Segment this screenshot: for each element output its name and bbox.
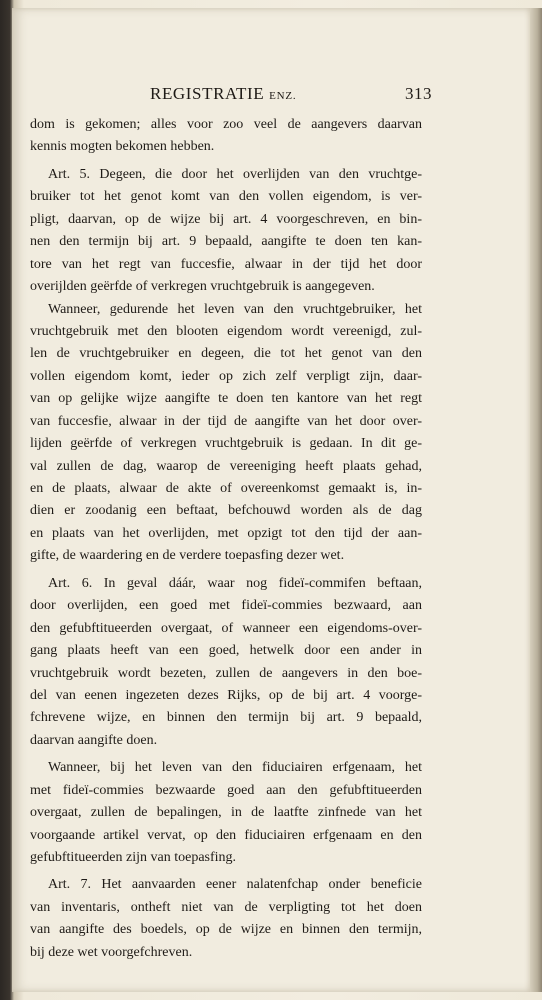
text-line: bij deze wet voorgefchreven.	[30, 944, 193, 960]
text-line: door overlijden, een goed met fideï-commies bezwaard, aan	[30, 598, 422, 614]
page-number: 313	[405, 84, 432, 103]
text-line: den gefubftitueerden overgaat, of wanneer een eigendoms-over-	[30, 620, 422, 636]
text-line: voorgaande artikel vervat, op den fiduciairen erfgenaam en den	[30, 827, 422, 843]
text-line: en de plaats, alwaar de akte of overeenkomst gemaakt is, in-	[30, 481, 422, 496]
text-line: bruiker tot het genot komt van den vollen eigendom, is ver-	[30, 189, 422, 205]
text-line: van inventaris, ontheft niet van de verpligting tot het doen	[30, 899, 422, 915]
text-line: gifte, de waardering en de verdere toepasfing dezer wet.	[30, 548, 345, 564]
text-line: Wanneer, bij het leven van den fiduciairen erfgenaam, het	[48, 760, 422, 776]
page-body	[30, 114, 422, 964]
text-line: vollen eigendom komt, ieder op zich zelf verpligt zijn, daar-	[30, 368, 422, 384]
text-line: vruchtgebruik wordt bezeten, zullen de aangevers in den boe-	[30, 665, 422, 681]
text-line: del van eenen ingezeten dezes Rijks, op de bij art. 4 voorge-	[30, 687, 422, 703]
text-line: daarvan aangifte doen.	[30, 732, 158, 748]
text-line: Wanneer, gedurende het leven van den vruchtgebruiker, het	[48, 301, 422, 317]
text-line: gang plaats heeft van een goed, hetwelk door een ander in	[30, 643, 422, 659]
article-6-line: Art. 6. In geval dáár, waar nog fideï-commifen beftaan,	[48, 575, 422, 591]
text-line: len de vruchtgebruiker en degeen, die tot het genot van den	[30, 346, 422, 362]
text-line: fchrevene wijze, en binnen den termijn bij art. 9 bepaald,	[30, 710, 422, 726]
text-line: pligt, daarvan, op de wijze bij art. 4 voorgeschreven, en bin-	[30, 211, 422, 227]
text-line: nen den termijn bij art. 9 bepaald, aangifte te doen ten kan-	[30, 234, 422, 250]
text-line: gefubftitueerden zijn van toepasfing.	[30, 850, 237, 865]
text-line: van aangifte des boedels, op de wijze en binnen den termijn,	[30, 922, 422, 938]
text-line: overijlden geërfde of verkregen vruchtgebruik is aangegeven.	[30, 279, 375, 295]
text-line: dien er zoodanig een beftaat, befchouwd worden als de dag	[30, 503, 422, 519]
text-line: overgaat, zullen de bepalingen, in de laatfte zinfnede van het	[30, 805, 422, 821]
text-line: tore van het regt van fuccesfie, alwaar in der tijd het door	[30, 256, 422, 272]
article-5-line: Art. 5. Degeen, die door het overlijden van den vruchtge-	[48, 166, 422, 182]
running-header	[150, 84, 432, 108]
article-7-line: Art. 7. Het aanvaarden eener nalatenfchap onder beneficie	[48, 877, 422, 893]
text-line: met fideï-commies bezwaarde goed aan den gefubftitueerden	[30, 782, 422, 798]
text-line: val zullen de dag, waarop de vereeniging heeft plaats gehad,	[30, 458, 422, 474]
page-edge	[530, 8, 542, 992]
text-line: en plaats van het overlijden, met opzigt tot den tijd der aan-	[30, 525, 422, 541]
header-title: REGISTRATIE ENZ.	[150, 84, 297, 103]
text-line: dom is gekomen; alles voor zoo veel de aangevers daarvan	[30, 117, 422, 132]
text-line: kennis mogten bekomen hebben.	[30, 139, 215, 155]
text-line: van op gelijke wijze aangifte te doen ten kantore van het regt	[30, 391, 422, 407]
text-line: lijden geërfde of verkregen vruchtgebruik is gedaan. In dit ge-	[30, 436, 422, 452]
text-line: vruchtgebruik met den blooten eigendom wordt vereenigd, zul-	[30, 323, 422, 339]
text-line: van fuccesfie, alwaar in der tijd de aangifte van het door over-	[30, 413, 422, 429]
